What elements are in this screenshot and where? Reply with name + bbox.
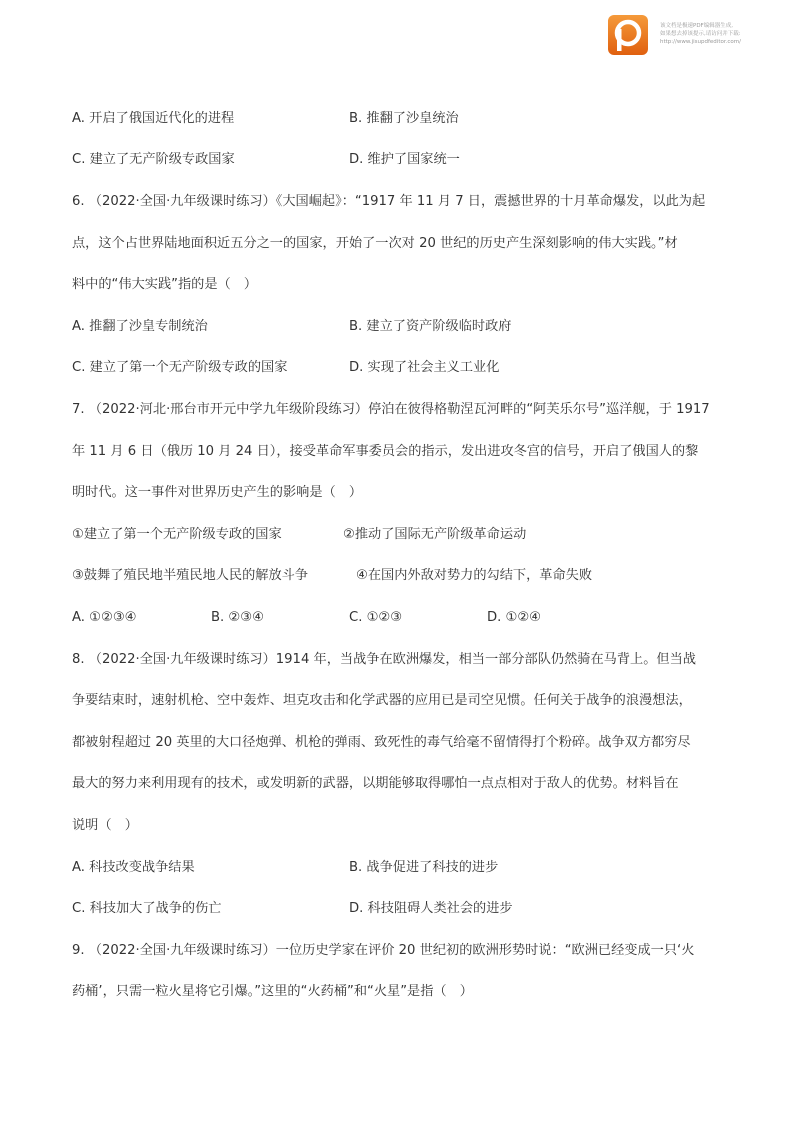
watermark-line: http://www.jisupdfeditor.com/ (660, 39, 741, 45)
q6-stem-line: 料中的“伟大实践”指的是（ ） (72, 277, 258, 292)
q7-option-d: D. ①②④ (487, 610, 542, 625)
q8-stem-line: 最大的努力来利用现有的技术，或发明新的武器，以期能够取得哪怕一点点相对于敌人的优势。材料旨在 (72, 776, 679, 791)
watermark-line: 该文档是极速PDF编辑器生成, (660, 23, 733, 29)
watermark-text (660, 22, 741, 46)
q9-stem-line: 药桶’，只需一粒火星将它引爆。”这里的“火药桶”和“火星”是指（ ） (72, 984, 473, 999)
q6-option-c: C. 建立了第一个无产阶级专政的国家 (72, 360, 288, 375)
q5-option-c: C. 建立了无产阶级专政国家 (72, 152, 235, 167)
q5-option-b: B. 推翻了沙皇统治 (349, 111, 459, 126)
q7-option-a: A. ①②③④ (72, 610, 137, 625)
q8-stem-line: 都被射程超过 20 英里的大口径炮弹、机枪的弹雨、致死性的毒气给毫不留情得打个粉碎。战争双方都穷尽 (72, 735, 691, 750)
pdf-editor-logo (608, 15, 648, 55)
q8-stem-line: 争要结束时，速射机枪、空中轰炸、坦克攻击和化学武器的应用已是司空见惯。任何关于战争的浪漫想法， (72, 693, 692, 708)
q7-option-b: B. ②③④ (211, 610, 264, 625)
q8-option-a: A. 科技改变战争结果 (72, 860, 195, 875)
watermark-line: 如果想去掉该提示,请访问并下载: (660, 31, 741, 37)
q7-stem-line: 年 11 月 6 日（俄历 10 月 24 日），接受革命军事委员会的指示，发出进攻冬宫的信号，开启了俄国人的黎 (72, 444, 699, 459)
q8-stem-line: 8. （2022·全国·九年级课时练习）1914 年，当战争在欧洲爆发，相当一部分部队仍然骑在马背上。但当战 (72, 652, 696, 667)
q6-stem-line: 6. （2022·全国·九年级课时练习）《大国崛起》：“1917 年 11 月 7 日，震撼世界的十月革命爆发，以此为起 (72, 194, 706, 209)
q5-option-d: D. 维护了国家统一 (349, 152, 460, 167)
q8-option-b: B. 战争促进了科技的进步 (349, 860, 499, 875)
q5-option-a: A. 开启了俄国近代化的进程 (72, 111, 235, 126)
q6-stem-line: 点，这个占世界陆地面积近五分之一的国家，开始了一次对 20 世纪的历史产生深刻影响的伟大实践。”材 (72, 236, 678, 251)
q8-option-d: D. 科技阻碍人类社会的进步 (349, 901, 513, 916)
p-letter-icon (608, 15, 648, 55)
q6-option-d: D. 实现了社会主义工业化 (349, 360, 500, 375)
q7-item-1: ①建立了第一个无产阶级专政的国家 (72, 527, 282, 542)
q7-option-c: C. ①②③ (349, 610, 403, 625)
q8-option-c: C. 科技加大了战争的伤亡 (72, 901, 222, 916)
q7-stem-line: 明时代。这一事件对世界历史产生的影响是（ ） (72, 485, 363, 500)
q7-item-4: ④在国内外敌对势力的勾结下，革命失败 (356, 568, 593, 583)
q6-option-b: B. 建立了资产阶级临时政府 (349, 319, 512, 334)
q8-stem-line: 说明（ ） (72, 818, 138, 833)
q6-option-a: A. 推翻了沙皇专制统治 (72, 319, 208, 334)
q7-item-2: ②推动了国际无产阶级革命运动 (343, 527, 527, 542)
q7-item-3: ③鼓舞了殖民地半殖民地人民的解放斗争 (72, 568, 309, 583)
q9-stem-line: 9. （2022·全国·九年级课时练习）一位历史学家在评价 20 世纪初的欧洲形势时说：“欧洲已经变成一只‘火 (72, 943, 695, 958)
q7-stem-line: 7. （2022·河北·邢台市开元中学九年级阶段练习）停泊在彼得格勒涅瓦河畔的“阿芙乐尔号”巡洋舰，于 1917 (72, 402, 710, 417)
